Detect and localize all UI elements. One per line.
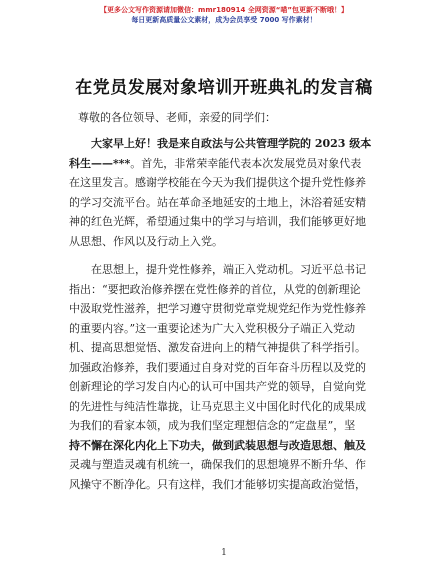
paragraph-2-line-9: 为我们的看家本领，成为我们坚定理想信念的“定盘星”，坚 [69,419,356,432]
paragraph-2-line-3: 中汲取党性滋养，把学习遵守贯彻党章党规党纪作为党性修养 [69,302,366,315]
paragraph-2-line-1: 在思想上，提升党性修养，端正入党动机。习近平总书记 [91,263,366,276]
paragraph-2-line-7: 创新理论的学习发自内心的认可中国共产党的领导，自觉向党 [69,380,366,393]
paragraph-2-line-10: 持不懈在深化内化上下功夫，做到武装思想与改造思想、触及 [69,438,366,452]
paragraph-1-line-3: 在这里发言。感谢学校能在今天为我们提供这个提升党性修养 [69,176,366,189]
banner-line-2: 每日更新高质量公文素材，成为会员享受 7000 写作素材！ [131,16,317,24]
paragraph-1-line-1: 大家早上好！我是来自政法与公共管理学院的 2023 级本 [91,137,372,150]
paragraph-1-line-2 [69,154,387,174]
paragraph-2-line-5: 机、提高思想觉悟、激发奋进向上的精气神提供了科学指引。 [69,341,366,354]
banner-line-1: 【更多公文写作资源请加微信：mmr180914 全网资源“喵”包更新不断哦！】 [100,6,348,14]
paragraph-1-line-4: 的学习交流平台。站在革命圣地延安的土地上，沐浴着延安精 [69,195,366,209]
paragraph-1-line-6: 从思想、作风以及行动上入党。 [69,234,223,248]
paragraph-2 [69,260,387,494]
paragraph-2-line-2: 指出：“要把政治修养摆在党性修养的首位，从党的创新理论 [69,282,361,296]
paragraph-2-line-11: 灵魂与塑造灵魂有机统一，确保我们的思想境界不断升华、作 [69,458,366,471]
speaker-name: 科生——*** [69,156,131,170]
paragraph-1-line-2-rest: 。首先，非常荣幸能代表本次发展党员对象代表 [130,156,362,170]
paragraph-2-line-12: 风操守不断净化。只有这样，我们才能够切实提高政治觉悟， [69,477,366,491]
document-title: 在党员发展对象培训开班典礼的发言稿 [75,78,373,98]
paragraph-2-line-6: 加强政治修养，我们要通过自身对党的百年奋斗历程以及党的 [69,360,366,374]
paragraph-1-line-5: 神的红色光辉，希望通过集中的学习与培训，我们能够更好地 [69,215,366,228]
header-banner [0,5,448,25]
greeting: 尊敬的各位领导、老师，亲爱的同学们： [78,111,276,124]
paragraph-1 [69,134,387,251]
paragraph-2-line-8: 的先进性与纯洁性靠拢，让马克思主义中国化时代化的成果成 [69,399,366,413]
paragraph-2-line-4: 的重要内容。”这一重要论述为广大入党积极分子端正入党动 [69,321,356,335]
page-number: 1 [221,548,227,558]
